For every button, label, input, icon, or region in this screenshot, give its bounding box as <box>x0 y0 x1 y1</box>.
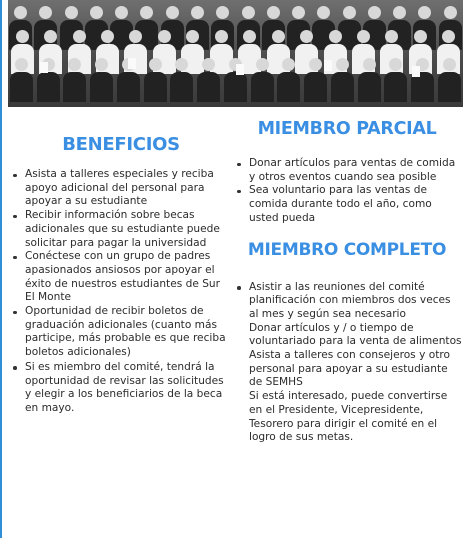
miembro-parcial-list <box>232 157 462 226</box>
group-photo <box>8 0 463 107</box>
list-item: Asista a talleres especiales y reciba apoyo adicional del personal para apoyar a su estudiante <box>8 168 230 209</box>
list-item: Oportunidad de recibir boletos de graduación adicionales (cuanto más participe, más probable es que reciba boletos adicionales) <box>8 305 230 360</box>
list-item: Asista a talleres con consejeros y otro personal para apoyar a su estudiante de SEMHS <box>249 349 450 389</box>
beneficios-section <box>8 125 230 416</box>
left-edge-line <box>0 0 2 538</box>
miembro-completo-list <box>232 281 462 445</box>
miembro-completo-heading: MIEMBRO COMPLETO <box>247 239 447 260</box>
beneficios-heading: BENEFICIOS <box>62 134 180 155</box>
beneficios-list <box>8 168 230 416</box>
list-item: Si está interesado, puede convertirse en el Presidente, Vicepresidente, Tesorero para dirigir el comité en el logro de sus metas. <box>249 390 448 444</box>
list-item: Donar artículos para ventas de comida y otros eventos cuando sea posible <box>232 157 462 184</box>
list-item: Si es miembro del comité, tendrá la oportunidad de revisar las solicitudes y elegir a los beneficiarios de la beca en mayo. <box>8 361 230 416</box>
membership-column <box>232 114 462 445</box>
list-item: Recibir información sobre becas adicionales que su estudiante puede solicitar para pagar la universidad <box>8 209 230 250</box>
miembro-parcial-heading: MIEMBRO PARCIAL <box>257 119 437 139</box>
list-item: Sea voluntario para las ventas de comida durante todo el año, como usted pueda <box>232 184 462 225</box>
list-item: Asistir a las reuniones del comité planificación con miembros dos veces al mes y según sea necesario <box>232 281 462 322</box>
list-item: Donar artículos y / o tiempo de voluntariado para la venta de alimentos <box>249 321 462 348</box>
list-item: Conéctese con un grupo de padres apasionados ansiosos por apoyar el éxito de nuestros estudiantes de Sur El Monte <box>8 250 230 305</box>
